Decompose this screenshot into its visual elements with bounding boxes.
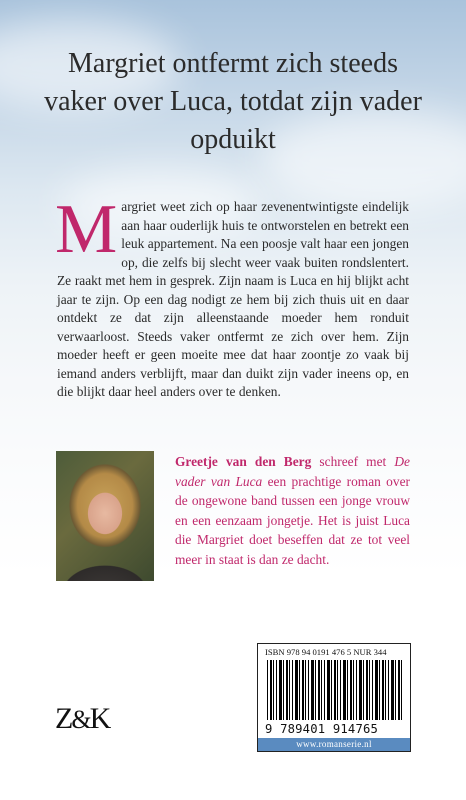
back-cover-tagline: Margriet ontfermt zich steeds vaker over Luca, totdat zijn vader opduikt — [44, 48, 422, 155]
isbn-line: ISBN 978 94 0191 476 5 NUR 344 — [265, 647, 387, 657]
author-bio — [175, 452, 410, 569]
book-title: De vader van Luca — [175, 454, 410, 489]
author-bio-post: een prachtige roman over de ongewone band tussen een jonge vrouw en een eenzaam jongetje. Het is juist Luca die Margriet doet beseffen dat ze tot veel meer in staat is dan ze dacht. — [175, 473, 410, 567]
publisher-logo-k: K — [89, 702, 111, 735]
barcode-digits: 9 789401 914765 — [265, 722, 379, 736]
barcode-bars — [267, 660, 403, 720]
website-url: www.romanserie.nl — [258, 738, 410, 751]
blurb-paragraph — [55, 191, 409, 402]
publisher-logo-amp: & — [71, 705, 91, 734]
author-photo — [56, 451, 154, 581]
author-name: Greetje van den Berg — [175, 454, 312, 469]
publisher-logo — [55, 702, 110, 736]
publisher-logo-z: Z — [55, 702, 73, 735]
blurb-dropcap: M — [55, 191, 118, 268]
author-bio-pre: schreef met — [319, 454, 387, 469]
barcode-box — [257, 643, 411, 752]
blurb-text: argriet weet zich op haar zevenentwintigste eindelijk aan haar ouderlijk huis te ontworstelen en betrekt een leuk appartement. Na een poosje valt haar een jongen op, die zelfs bij slecht weer vaak buiten rondslentert. Ze raakt met hem in gesprek. Zijn naam is Luca en hij blijkt acht jaar te zijn. Op een dag nodigt ze hem bij zich thuis uit en daar ontdekt ze dat zijn alleenstaande moeder hem ronduit verwaarloost. Steeds vaker ontfermt ze zich over hem. Zijn moeder heeft er geen moeite mee dat haar zoontje zo vaak bij iemand anders verblijft, maar dan duikt zijn vader ineens op, en die blijkt daar heel anders over te denken. — [57, 199, 409, 400]
